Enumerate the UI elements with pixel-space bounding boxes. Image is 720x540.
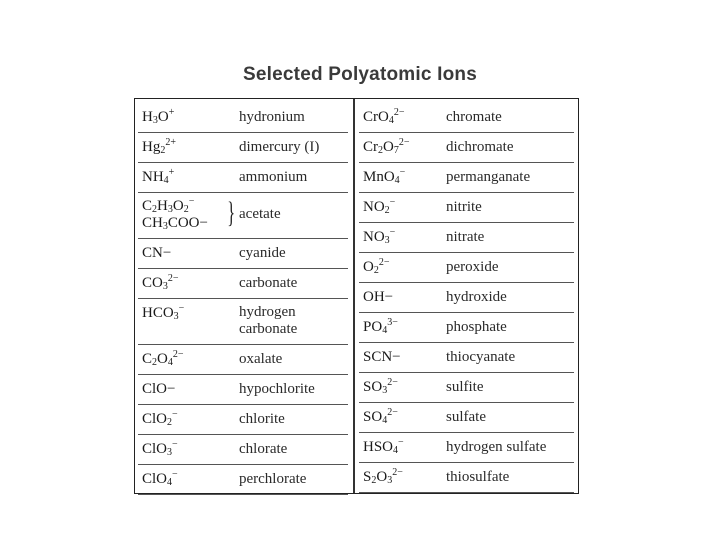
ion-name xyxy=(446,433,574,456)
formula-symbol: PO xyxy=(363,319,383,335)
ion-name-text: hydrogen sulfate xyxy=(446,439,547,455)
formula-subscript: 2 xyxy=(183,204,189,215)
ion-row xyxy=(138,345,348,375)
formula-subscript: 4 xyxy=(167,477,173,488)
formula-symbol: O xyxy=(376,469,388,485)
ion-name xyxy=(446,163,574,186)
formula-charge: − xyxy=(398,437,404,448)
ion-name-text: dichromate xyxy=(446,139,514,155)
ion-formula xyxy=(359,163,446,186)
ion-name xyxy=(239,435,348,458)
ion-name-text: thiocyanate xyxy=(446,349,516,365)
ion-name-text: cyanide xyxy=(239,245,286,261)
column-divider xyxy=(353,99,355,493)
left-column xyxy=(138,103,348,495)
formula-subscript: 3 xyxy=(167,204,173,215)
ion-name-text: dimercury (I) xyxy=(239,139,320,155)
ion-name-text: perchlorate xyxy=(239,471,307,487)
ion-row xyxy=(359,283,574,313)
formula-subscript: 4 xyxy=(388,115,394,126)
formula-subscript: 2 xyxy=(167,417,173,428)
formula-subscript: 3 xyxy=(382,385,388,396)
ion-name xyxy=(446,133,574,156)
formula-symbol: S xyxy=(363,469,372,485)
formula-subscript: 7 xyxy=(393,145,399,156)
formula-symbol: SCN− xyxy=(363,349,401,365)
ion-name xyxy=(446,373,574,396)
formula-charge: − xyxy=(399,167,406,178)
ion-row xyxy=(359,193,574,223)
formula-symbol: O xyxy=(363,259,374,275)
formula-charge: 2− xyxy=(172,349,184,360)
formula-charge: 2+ xyxy=(165,137,176,148)
ion-row xyxy=(138,133,348,163)
ion-row xyxy=(359,223,574,253)
ion-formula xyxy=(138,103,239,126)
ion-formula xyxy=(359,283,446,306)
ion-name-text: ammonium xyxy=(239,169,308,185)
formula-subscript: 3 xyxy=(167,447,173,458)
formula-subscript: 4 xyxy=(382,325,388,336)
formula-charge: + xyxy=(168,107,175,118)
ion-name xyxy=(239,375,348,398)
formula-symbol: H xyxy=(157,198,168,214)
formula-symbol: O xyxy=(157,109,169,125)
ion-row xyxy=(359,373,574,403)
ion-name-text: chlorate xyxy=(239,441,288,457)
ion-name-text: carbonate xyxy=(239,275,298,291)
ion-name xyxy=(446,463,574,486)
ion-name xyxy=(239,299,348,338)
formula-symbol: COO− xyxy=(167,215,208,231)
ion-name xyxy=(446,283,574,306)
formula-subscript: 4 xyxy=(393,445,399,456)
formula-symbol: OH− xyxy=(363,289,394,305)
formula-subscript: 4 xyxy=(163,175,169,186)
ion-formula xyxy=(138,435,239,458)
ion-name xyxy=(446,193,574,216)
ion-name-text: sulfite xyxy=(446,379,484,395)
ion-name xyxy=(446,223,574,246)
ion-row xyxy=(359,433,574,463)
ion-name xyxy=(239,193,348,223)
formula-charge: 2− xyxy=(393,107,405,118)
ion-formula xyxy=(138,375,239,398)
ion-name-text: acetate xyxy=(239,206,281,222)
formula-symbol: CH xyxy=(142,215,163,231)
ion-formula xyxy=(359,193,446,216)
ion-name xyxy=(446,313,574,336)
formula-symbol: MnO xyxy=(363,169,395,185)
ion-row xyxy=(359,403,574,433)
formula-charge: − xyxy=(172,409,178,420)
ion-formula xyxy=(138,133,239,156)
formula-subscript: 2 xyxy=(152,204,158,215)
formula-charge: − xyxy=(172,469,178,480)
formula-symbol: O xyxy=(172,198,184,214)
ion-formula xyxy=(138,405,239,428)
ion-name-text: thiosulfate xyxy=(446,469,510,485)
ion-formula xyxy=(359,463,446,486)
formula-symbol: CrO xyxy=(363,109,389,125)
ion-row xyxy=(359,133,574,163)
ion-row xyxy=(359,163,574,193)
ion-formula xyxy=(138,299,239,322)
formula-symbol: ClO xyxy=(142,441,168,457)
formula-subscript: 4 xyxy=(382,415,388,426)
ion-name-text: nitrate xyxy=(446,229,485,245)
ion-row xyxy=(138,405,348,435)
ion-formula xyxy=(138,345,239,368)
ion-row xyxy=(359,253,574,283)
formula-charge: − xyxy=(178,303,185,314)
ion-formula xyxy=(359,103,446,126)
formula-symbol: SO xyxy=(363,409,383,425)
ion-name-text: hydroxide xyxy=(446,289,507,305)
formula-symbol: H xyxy=(142,109,153,125)
formula-charge: + xyxy=(168,167,175,178)
ion-name-text: chlorite xyxy=(239,411,285,427)
ion-row xyxy=(359,343,574,373)
formula-subscript: 2 xyxy=(384,205,390,216)
ion-row xyxy=(359,463,574,493)
formula-charge: − xyxy=(172,439,178,450)
ion-name xyxy=(239,163,348,186)
ion-name xyxy=(239,103,348,126)
formula-charge: 3− xyxy=(387,317,398,328)
ion-name-text: carbonate xyxy=(239,321,298,337)
formula-subscript: 3 xyxy=(173,311,179,322)
formula-symbol: HSO xyxy=(363,439,394,455)
ion-row xyxy=(138,375,348,405)
formula-symbol: NO xyxy=(363,199,385,215)
ion-row xyxy=(138,299,348,345)
formula-subscript: 2 xyxy=(160,145,166,156)
formula-symbol: CN− xyxy=(142,245,172,261)
ion-name xyxy=(239,269,348,292)
formula-charge: 2− xyxy=(378,257,390,268)
ion-row xyxy=(359,313,574,343)
ion-name-text: hydrogen xyxy=(239,304,296,320)
ion-formula xyxy=(359,223,446,246)
ion-name xyxy=(239,345,348,368)
ion-name xyxy=(239,239,348,262)
formula-symbol: CO xyxy=(142,275,163,291)
formula-subscript: 2 xyxy=(373,265,379,276)
ion-formula xyxy=(138,193,239,232)
ion-name xyxy=(446,103,574,126)
formula-charge: − xyxy=(389,197,396,208)
formula-charge: − xyxy=(389,227,396,238)
formula-symbol: ClO xyxy=(142,471,168,487)
ion-formula xyxy=(138,269,239,292)
formula-symbol: ClO xyxy=(142,411,168,427)
formula-symbol: SO xyxy=(363,379,383,395)
ion-row xyxy=(138,435,348,465)
formula-subscript: 3 xyxy=(384,235,390,246)
formula-symbol: O xyxy=(157,351,168,367)
ion-formula xyxy=(359,253,446,276)
formula-subscript: 3 xyxy=(162,221,168,232)
formula-subscript: 4 xyxy=(394,175,400,186)
ion-formula xyxy=(359,433,446,456)
right-column xyxy=(359,103,574,493)
ion-name-text: chromate xyxy=(446,109,502,125)
ion-name xyxy=(239,465,348,488)
formula-subscript: 3 xyxy=(162,281,168,292)
ion-name-text: phosphate xyxy=(446,319,507,335)
formula-subscript: 3 xyxy=(152,115,158,126)
ion-formula xyxy=(359,313,446,336)
ion-name xyxy=(446,253,574,276)
grouping-brace: } xyxy=(227,196,236,229)
formula-subscript: 2 xyxy=(378,145,383,156)
ion-row xyxy=(138,239,348,269)
formula-subscript: 2 xyxy=(371,475,377,486)
ion-formula xyxy=(138,163,239,186)
ion-name xyxy=(239,405,348,428)
formula-symbol: HCO xyxy=(142,305,174,321)
ion-table xyxy=(134,98,579,494)
ion-name-text: oxalate xyxy=(239,351,283,367)
ion-name-text: permanganate xyxy=(446,169,531,185)
formula-symbol: O xyxy=(383,139,394,155)
ion-name xyxy=(446,343,574,366)
formula-symbol: Hg xyxy=(142,139,161,155)
formula-symbol: ClO− xyxy=(142,381,176,397)
ion-name xyxy=(446,403,574,426)
ion-row xyxy=(138,269,348,299)
formula-symbol: C xyxy=(142,351,153,367)
ion-name-text: hydronium xyxy=(239,109,305,125)
ion-name-text: nitrite xyxy=(446,199,482,215)
formula-charge: 2− xyxy=(387,407,398,418)
ion-formula xyxy=(359,403,446,426)
formula-subscript: 4 xyxy=(167,357,173,368)
ion-row xyxy=(138,465,348,495)
formula-symbol: NO xyxy=(363,229,385,245)
page-title: Selected Polyatomic Ions xyxy=(243,64,477,85)
formula-symbol: Cr xyxy=(363,139,378,155)
ion-row xyxy=(359,103,574,133)
ion-formula xyxy=(138,239,239,262)
ion-name-text: sulfate xyxy=(446,409,486,425)
ion-name xyxy=(239,133,348,156)
formula-charge: 2− xyxy=(398,137,410,148)
formula-symbol: NH xyxy=(142,169,164,185)
ion-name-text: peroxide xyxy=(446,259,499,275)
formula-subscript: 2 xyxy=(152,357,158,368)
ion-formula xyxy=(359,133,446,156)
formula-charge: 2− xyxy=(167,273,179,284)
ion-row xyxy=(138,103,348,133)
formula-symbol: C xyxy=(142,198,153,214)
ion-row xyxy=(138,163,348,193)
ion-name-text: hypochlorite xyxy=(239,381,315,397)
formula-charge: − xyxy=(188,196,195,207)
formula-charge: 2− xyxy=(392,467,403,478)
formula-charge: 2− xyxy=(387,377,398,388)
ion-formula xyxy=(359,343,446,366)
ion-row xyxy=(138,193,348,239)
ion-formula xyxy=(138,465,239,488)
formula-subscript: 3 xyxy=(387,475,393,486)
ion-formula xyxy=(359,373,446,396)
